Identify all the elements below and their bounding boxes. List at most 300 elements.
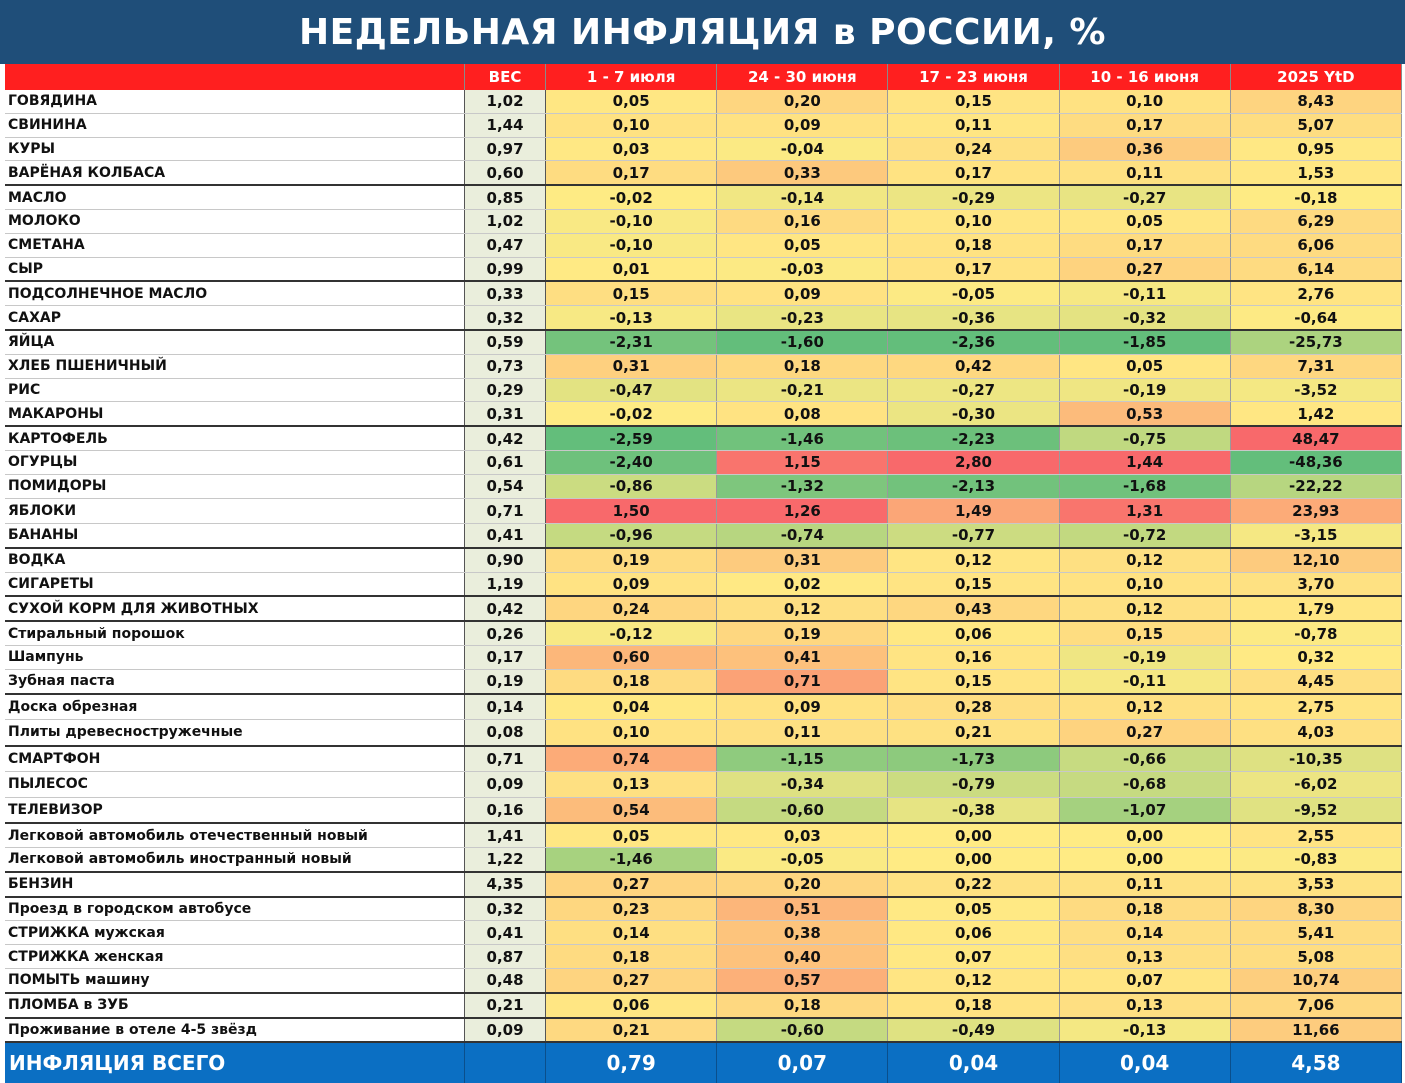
- table-row: [5, 137, 1402, 161]
- value-cell: 0,05: [546, 823, 717, 847]
- value-cell: -0,34: [717, 772, 888, 798]
- value-cell: 1,44: [1059, 450, 1230, 474]
- value-cell: -0,14: [717, 185, 888, 209]
- table-body: [5, 90, 1402, 1042]
- row-weight: 0,29: [464, 378, 545, 402]
- row-weight: 0,97: [464, 137, 545, 161]
- row-weight: 1,41: [464, 823, 545, 847]
- value-cell: 0,11: [1059, 872, 1230, 897]
- value-cell: 0,00: [888, 823, 1059, 847]
- value-cell: 0,20: [717, 90, 888, 113]
- row-label: СУХОЙ КОРМ ДЛЯ ЖИВОТНЫХ: [5, 596, 464, 621]
- table-row: [5, 378, 1402, 402]
- value-cell: 0,74: [546, 746, 717, 772]
- row-label: ЯБЛОКИ: [5, 498, 464, 524]
- row-label: Стиральный порошок: [5, 621, 464, 645]
- value-cell: 0,03: [546, 137, 717, 161]
- row-weight: 0,71: [464, 498, 545, 524]
- value-cell: 0,05: [1059, 354, 1230, 378]
- row-weight: 0,21: [464, 993, 545, 1018]
- value-cell: 0,07: [1059, 968, 1230, 992]
- row-label: Проживание в отеле 4-5 звёзд: [5, 1018, 464, 1043]
- value-cell: 0,18: [546, 669, 717, 693]
- value-cell: 0,41: [717, 646, 888, 670]
- value-cell: 0,09: [546, 572, 717, 596]
- value-cell: 0,11: [717, 720, 888, 746]
- table-row: [5, 426, 1402, 450]
- value-cell: 0,03: [717, 823, 888, 847]
- total-value: 0,04: [888, 1042, 1059, 1083]
- row-label: ПОМИДОРЫ: [5, 474, 464, 498]
- title-bar: [0, 0, 1405, 64]
- value-cell: 0,17: [546, 161, 717, 185]
- page-title: НЕДЕЛЬНАЯ ИНФЛЯЦИЯ в РОССИИ, %: [299, 11, 1106, 53]
- row-label: СВИНИНА: [5, 113, 464, 137]
- value-cell: 0,27: [546, 968, 717, 992]
- value-cell: -0,30: [888, 402, 1059, 426]
- header-week-1: 1 - 7 июля: [546, 64, 717, 90]
- value-cell: -0,02: [546, 185, 717, 209]
- value-cell: 1,31: [1059, 498, 1230, 524]
- value-cell: 0,09: [717, 113, 888, 137]
- row-label: ВОДКА: [5, 548, 464, 572]
- value-cell: -0,05: [717, 847, 888, 871]
- value-cell: -0,38: [888, 797, 1059, 823]
- value-cell: 2,80: [888, 450, 1059, 474]
- value-cell: -0,23: [717, 306, 888, 330]
- table-row: [5, 185, 1402, 209]
- total-weight: [464, 1042, 545, 1083]
- table-row: [5, 233, 1402, 257]
- value-cell: 0,07: [888, 945, 1059, 969]
- row-label: ПОДСОЛНЕЧНОЕ МАСЛО: [5, 281, 464, 305]
- header-name: [5, 64, 464, 90]
- row-label: ТЕЛЕВИЗОР: [5, 797, 464, 823]
- table-row: [5, 669, 1402, 693]
- value-cell: 0,27: [1059, 720, 1230, 746]
- value-cell: -0,19: [1059, 646, 1230, 670]
- value-cell: 11,66: [1230, 1018, 1401, 1043]
- value-cell: 1,79: [1230, 596, 1401, 621]
- value-cell: -9,52: [1230, 797, 1401, 823]
- row-label: Плиты древесностружечные: [5, 720, 464, 746]
- value-cell: 1,49: [888, 498, 1059, 524]
- value-cell: 23,93: [1230, 498, 1401, 524]
- row-weight: 0,41: [464, 921, 545, 945]
- row-label: КАРТОФЕЛЬ: [5, 426, 464, 450]
- value-cell: -0,27: [1059, 185, 1230, 209]
- value-cell: 0,36: [1059, 137, 1230, 161]
- table-row: [5, 921, 1402, 945]
- value-cell: 6,29: [1230, 209, 1401, 233]
- value-cell: -0,03: [717, 257, 888, 281]
- value-cell: -0,13: [1059, 1018, 1230, 1043]
- value-cell: 0,10: [546, 113, 717, 137]
- value-cell: 0,00: [1059, 847, 1230, 871]
- table-row: [5, 281, 1402, 305]
- total-value: 0,04: [1059, 1042, 1230, 1083]
- value-cell: 0,19: [717, 621, 888, 645]
- value-cell: 7,31: [1230, 354, 1401, 378]
- row-label: СМАРТФОН: [5, 746, 464, 772]
- value-cell: 0,33: [717, 161, 888, 185]
- value-cell: 0,19: [546, 548, 717, 572]
- value-cell: -1,46: [546, 847, 717, 871]
- row-weight: 0,61: [464, 450, 545, 474]
- value-cell: 8,30: [1230, 897, 1401, 921]
- value-cell: 0,05: [717, 233, 888, 257]
- value-cell: 0,11: [1059, 161, 1230, 185]
- value-cell: 5,07: [1230, 113, 1401, 137]
- table-row: [5, 474, 1402, 498]
- value-cell: -3,52: [1230, 378, 1401, 402]
- value-cell: -1,15: [717, 746, 888, 772]
- value-cell: 10,74: [1230, 968, 1401, 992]
- row-weight: 1,19: [464, 572, 545, 596]
- value-cell: 0,01: [546, 257, 717, 281]
- value-cell: -0,13: [546, 306, 717, 330]
- value-cell: -0,05: [888, 281, 1059, 305]
- value-cell: -0,83: [1230, 847, 1401, 871]
- value-cell: -0,64: [1230, 306, 1401, 330]
- table-row: [5, 993, 1402, 1018]
- row-weight: 0,19: [464, 669, 545, 693]
- row-weight: 0,26: [464, 621, 545, 645]
- value-cell: -0,11: [1059, 669, 1230, 693]
- value-cell: 0,10: [1059, 90, 1230, 113]
- value-cell: 0,15: [1059, 621, 1230, 645]
- row-weight: 0,42: [464, 596, 545, 621]
- row-label: СИГАРЕТЫ: [5, 572, 464, 596]
- value-cell: 2,55: [1230, 823, 1401, 847]
- value-cell: 0,12: [1059, 548, 1230, 572]
- value-cell: -0,21: [717, 378, 888, 402]
- row-weight: 0,87: [464, 945, 545, 969]
- row-label: ПЛОМБА в ЗУБ: [5, 993, 464, 1018]
- value-cell: 0,21: [546, 1018, 717, 1043]
- table-row: [5, 847, 1402, 871]
- table-row: [5, 797, 1402, 823]
- row-weight: 0,90: [464, 548, 545, 572]
- value-cell: 0,40: [717, 945, 888, 969]
- total-value: 4,58: [1230, 1042, 1401, 1083]
- value-cell: 0,17: [1059, 113, 1230, 137]
- table-row: [5, 945, 1402, 969]
- value-cell: 1,50: [546, 498, 717, 524]
- row-label: РИС: [5, 378, 464, 402]
- value-cell: -2,40: [546, 450, 717, 474]
- value-cell: -6,02: [1230, 772, 1401, 798]
- row-label: МАКАРОНЫ: [5, 402, 464, 426]
- row-weight: 0,08: [464, 720, 545, 746]
- value-cell: 1,42: [1230, 402, 1401, 426]
- value-cell: -0,60: [717, 1018, 888, 1043]
- table-row: [5, 720, 1402, 746]
- row-weight: 0,73: [464, 354, 545, 378]
- row-label: САХАР: [5, 306, 464, 330]
- value-cell: 0,22: [888, 872, 1059, 897]
- value-cell: 0,12: [888, 548, 1059, 572]
- value-cell: 0,13: [1059, 945, 1230, 969]
- row-label: КУРЫ: [5, 137, 464, 161]
- table-row: [5, 621, 1402, 645]
- table-row: [5, 524, 1402, 548]
- table-row: [5, 209, 1402, 233]
- row-weight: 4,35: [464, 872, 545, 897]
- value-cell: 0,15: [888, 90, 1059, 113]
- value-cell: 0,11: [888, 113, 1059, 137]
- value-cell: -10,35: [1230, 746, 1401, 772]
- value-cell: 0,14: [546, 921, 717, 945]
- table-row: [5, 572, 1402, 596]
- value-cell: 0,57: [717, 968, 888, 992]
- row-weight: 0,60: [464, 161, 545, 185]
- row-label: Доска обрезная: [5, 694, 464, 720]
- value-cell: 0,95: [1230, 137, 1401, 161]
- value-cell: 0,06: [546, 993, 717, 1018]
- value-cell: 0,00: [1059, 823, 1230, 847]
- table-row: [5, 402, 1402, 426]
- table-row: [5, 450, 1402, 474]
- value-cell: 0,18: [888, 993, 1059, 1018]
- value-cell: 8,43: [1230, 90, 1401, 113]
- value-cell: 0,05: [1059, 209, 1230, 233]
- value-cell: 4,45: [1230, 669, 1401, 693]
- row-label: Легковой автомобиль иностранный новый: [5, 847, 464, 871]
- value-cell: 0,12: [1059, 596, 1230, 621]
- value-cell: 0,24: [546, 596, 717, 621]
- header-week-4: 10 - 16 июня: [1059, 64, 1230, 90]
- value-cell: -0,77: [888, 524, 1059, 548]
- value-cell: 0,27: [546, 872, 717, 897]
- value-cell: 5,41: [1230, 921, 1401, 945]
- value-cell: 0,04: [546, 694, 717, 720]
- value-cell: -1,46: [717, 426, 888, 450]
- row-label: Легковой автомобиль отечественный новый: [5, 823, 464, 847]
- row-weight: 0,33: [464, 281, 545, 305]
- value-cell: -1,85: [1059, 330, 1230, 354]
- value-cell: 0,09: [717, 281, 888, 305]
- value-cell: 0,14: [1059, 921, 1230, 945]
- row-weight: 0,85: [464, 185, 545, 209]
- table-row: [5, 694, 1402, 720]
- value-cell: 1,26: [717, 498, 888, 524]
- value-cell: -1,68: [1059, 474, 1230, 498]
- value-cell: -25,73: [1230, 330, 1401, 354]
- value-cell: 0,31: [717, 548, 888, 572]
- value-cell: 0,18: [717, 354, 888, 378]
- row-label: БЕНЗИН: [5, 872, 464, 897]
- value-cell: 0,06: [888, 621, 1059, 645]
- value-cell: 0,21: [888, 720, 1059, 746]
- value-cell: -0,49: [888, 1018, 1059, 1043]
- value-cell: -0,79: [888, 772, 1059, 798]
- table-row: [5, 897, 1402, 921]
- value-cell: 12,10: [1230, 548, 1401, 572]
- table-row: [5, 968, 1402, 992]
- value-cell: 0,13: [546, 772, 717, 798]
- row-label: СЫР: [5, 257, 464, 281]
- value-cell: -0,36: [888, 306, 1059, 330]
- value-cell: 1,15: [717, 450, 888, 474]
- value-cell: 0,09: [717, 694, 888, 720]
- row-label: Шампунь: [5, 646, 464, 670]
- row-label: МАСЛО: [5, 185, 464, 209]
- value-cell: 2,75: [1230, 694, 1401, 720]
- table-row: [5, 257, 1402, 281]
- row-weight: 1,22: [464, 847, 545, 871]
- value-cell: 0,20: [717, 872, 888, 897]
- value-cell: 0,12: [1059, 694, 1230, 720]
- value-cell: -0,66: [1059, 746, 1230, 772]
- row-label: ОГУРЦЫ: [5, 450, 464, 474]
- value-cell: 0,17: [1059, 233, 1230, 257]
- header-week-2: 24 - 30 июня: [717, 64, 888, 90]
- value-cell: 0,12: [888, 968, 1059, 992]
- value-cell: 0,32: [1230, 646, 1401, 670]
- value-cell: 0,12: [717, 596, 888, 621]
- table-row: [5, 596, 1402, 621]
- value-cell: 0,60: [546, 646, 717, 670]
- value-cell: 0,18: [888, 233, 1059, 257]
- value-cell: -0,11: [1059, 281, 1230, 305]
- value-cell: 0,02: [717, 572, 888, 596]
- header-weight: ВЕС: [464, 64, 545, 90]
- value-cell: -0,10: [546, 209, 717, 233]
- row-weight: 0,31: [464, 402, 545, 426]
- value-cell: 0,31: [546, 354, 717, 378]
- table-row: [5, 548, 1402, 572]
- row-label: СТРИЖКА женская: [5, 945, 464, 969]
- table-row: [5, 646, 1402, 670]
- total-row: [5, 1042, 1402, 1083]
- value-cell: 0,54: [546, 797, 717, 823]
- table-row: [5, 872, 1402, 897]
- value-cell: 3,53: [1230, 872, 1401, 897]
- row-label: ЯЙЦА: [5, 330, 464, 354]
- row-weight: 0,17: [464, 646, 545, 670]
- value-cell: 0,71: [717, 669, 888, 693]
- value-cell: 0,15: [546, 281, 717, 305]
- value-cell: -0,74: [717, 524, 888, 548]
- value-cell: 0,10: [888, 209, 1059, 233]
- table-row: [5, 498, 1402, 524]
- value-cell: -3,15: [1230, 524, 1401, 548]
- value-cell: 0,17: [888, 161, 1059, 185]
- row-weight: 0,54: [464, 474, 545, 498]
- row-weight: 0,09: [464, 772, 545, 798]
- value-cell: 0,17: [888, 257, 1059, 281]
- header-week-3: 17 - 23 июня: [888, 64, 1059, 90]
- value-cell: -0,04: [717, 137, 888, 161]
- row-label: ПОМЫТЬ машину: [5, 968, 464, 992]
- value-cell: -0,78: [1230, 621, 1401, 645]
- row-weight: 0,32: [464, 897, 545, 921]
- value-cell: -2,23: [888, 426, 1059, 450]
- value-cell: 0,23: [546, 897, 717, 921]
- value-cell: -0,02: [546, 402, 717, 426]
- row-weight: 0,16: [464, 797, 545, 823]
- row-label: ПЫЛЕСОС: [5, 772, 464, 798]
- row-weight: 0,41: [464, 524, 545, 548]
- value-cell: 6,06: [1230, 233, 1401, 257]
- row-label: БАНАНЫ: [5, 524, 464, 548]
- row-weight: 1,44: [464, 113, 545, 137]
- value-cell: -22,22: [1230, 474, 1401, 498]
- value-cell: -0,96: [546, 524, 717, 548]
- row-label: СТРИЖКА мужская: [5, 921, 464, 945]
- row-label: ХЛЕБ ПШЕНИЧНЫЙ: [5, 354, 464, 378]
- table-row: [5, 90, 1402, 113]
- row-label: Зубная паста: [5, 669, 464, 693]
- value-cell: 0,18: [546, 945, 717, 969]
- value-cell: -0,12: [546, 621, 717, 645]
- value-cell: 0,18: [1059, 897, 1230, 921]
- value-cell: -1,73: [888, 746, 1059, 772]
- row-label: СМЕТАНА: [5, 233, 464, 257]
- value-cell: -1,32: [717, 474, 888, 498]
- value-cell: 0,10: [1059, 572, 1230, 596]
- row-weight: 0,47: [464, 233, 545, 257]
- value-cell: -0,29: [888, 185, 1059, 209]
- value-cell: 5,08: [1230, 945, 1401, 969]
- value-cell: 0,28: [888, 694, 1059, 720]
- value-cell: -0,60: [717, 797, 888, 823]
- value-cell: -0,18: [1230, 185, 1401, 209]
- table-row: [5, 113, 1402, 137]
- value-cell: -48,36: [1230, 450, 1401, 474]
- table-row: [5, 306, 1402, 330]
- value-cell: 0,27: [1059, 257, 1230, 281]
- value-cell: 2,76: [1230, 281, 1401, 305]
- value-cell: 4,03: [1230, 720, 1401, 746]
- row-label: МОЛОКО: [5, 209, 464, 233]
- row-weight: 0,48: [464, 968, 545, 992]
- value-cell: 1,53: [1230, 161, 1401, 185]
- total-value: 0,07: [717, 1042, 888, 1083]
- value-cell: -1,07: [1059, 797, 1230, 823]
- value-cell: 0,08: [717, 402, 888, 426]
- row-weight: 1,02: [464, 209, 545, 233]
- table-row: [5, 354, 1402, 378]
- value-cell: -0,27: [888, 378, 1059, 402]
- value-cell: 48,47: [1230, 426, 1401, 450]
- row-weight: 0,99: [464, 257, 545, 281]
- row-weight: 1,02: [464, 90, 545, 113]
- value-cell: 0,24: [888, 137, 1059, 161]
- value-cell: 0,18: [717, 993, 888, 1018]
- value-cell: -0,10: [546, 233, 717, 257]
- value-cell: 0,15: [888, 669, 1059, 693]
- value-cell: 0,10: [546, 720, 717, 746]
- value-cell: 6,14: [1230, 257, 1401, 281]
- row-weight: 0,09: [464, 1018, 545, 1043]
- value-cell: 0,51: [717, 897, 888, 921]
- row-label: ГОВЯДИНА: [5, 90, 464, 113]
- row-weight: 0,59: [464, 330, 545, 354]
- value-cell: 0,38: [717, 921, 888, 945]
- total-value: 0,79: [546, 1042, 717, 1083]
- row-weight: 0,71: [464, 746, 545, 772]
- value-cell: -0,72: [1059, 524, 1230, 548]
- row-label: Проезд в городском автобусе: [5, 897, 464, 921]
- row-weight: 0,14: [464, 694, 545, 720]
- row-weight: 0,32: [464, 306, 545, 330]
- table-row: [5, 746, 1402, 772]
- value-cell: 0,05: [888, 897, 1059, 921]
- value-cell: -0,86: [546, 474, 717, 498]
- value-cell: 0,42: [888, 354, 1059, 378]
